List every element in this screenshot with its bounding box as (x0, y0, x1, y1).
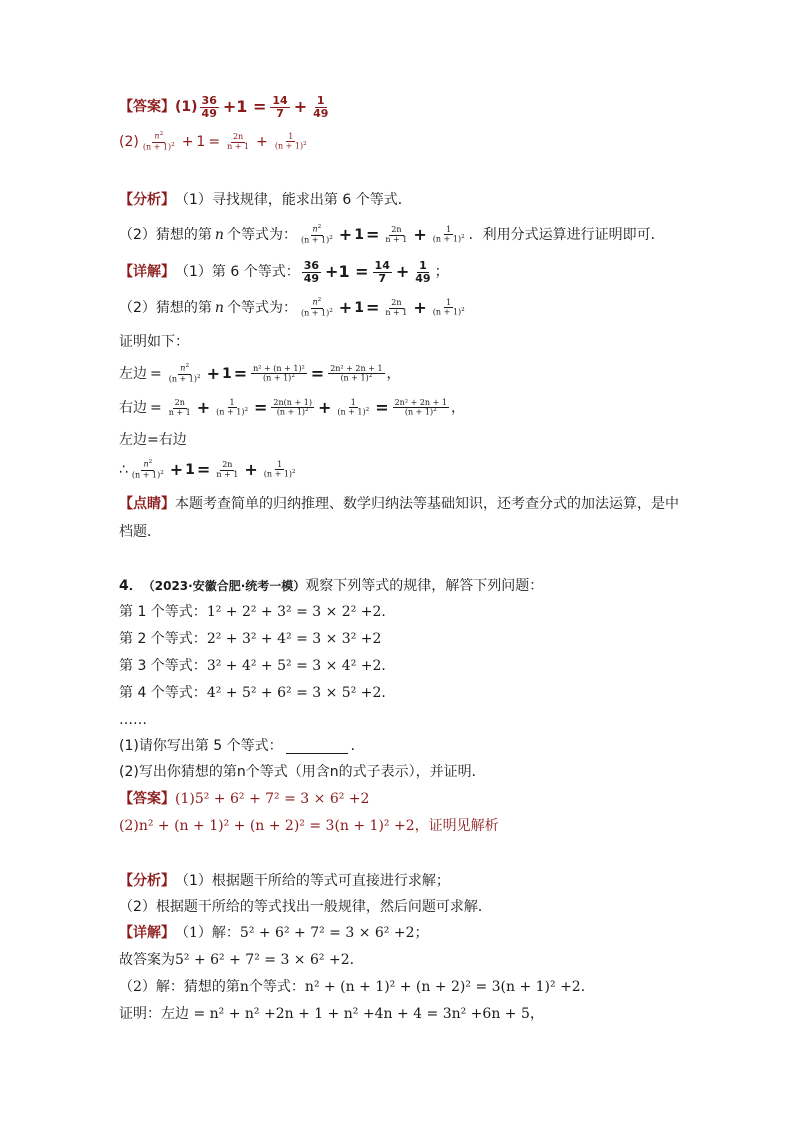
fraction: $\frac{2n}{n + 1}$ (168, 398, 191, 417)
fraction: $\frac{2n}{n + 1}$ (385, 225, 408, 244)
fraction: $\frac{14}{7}$ (272, 94, 288, 120)
q3-comment-line-1: 【点睛】 本题考查简单的归纳推理、数学归纳法等基础知识，还考查分式的加法运算，是中 (119, 496, 679, 512)
fraction: 36 49 (201, 94, 217, 120)
answer-label: (1) (175, 99, 198, 116)
fraction: $\frac{1}{49}$ (415, 259, 431, 285)
q4-detail-1: 【详解】 （1）解：5² + 6² + 7² = 3 × 6² +2； (119, 925, 429, 941)
fraction: $\frac{1}{(n + 1)^2}$ (216, 397, 249, 417)
q3-answer-line-2: (2) $n^2$ $(n + 1)^2$ + 1 = $\frac{2n}{n + 1}$ + $\frac{1}{(n + 1)^2}$ (119, 131, 307, 152)
fraction: $\frac{\text{n² + (n + 1)²}}{(n + 1)^2}$ (253, 363, 305, 383)
answer-label: (2) (119, 134, 139, 150)
q3-left-side: 左边 = $\frac{n^2}{(n + 1)^2}$ + 1 = $\frac{\text{n² + (n + 1)²}}{(n + 1)^2}$ = $\frac{\text{2n² + 2n + 1}}{(n + 1)^2}$ ， (119, 363, 401, 384)
q3-right-side: 右边 = $\frac{2n}{n + 1}$ + $\frac{1}{(n + 1)^2}$ = $\frac{2n(n + 1)}{(n + 1)^2}$ + $\frac{1}{(n + 1)^2}$ = $\frac{\text{2n² + 2n + 1}}{(n + 1)^2}$ ， (119, 397, 465, 417)
q3-detail-line-1: 【详解】 （1）第 6 个等式： 36 49 +1 = $\frac{14}{7}$ + $\frac{1}{49}$ ； (119, 259, 449, 285)
therefore-symbol: ∴ (119, 462, 128, 478)
q3-detail-line-2: （2）猜想的第 n 个等式为： $n^2$ $(n + 1)^2$ + 1 = $\frac{2n}{n + 1}$ + $\frac{1}{(n + 1)^2}$ (119, 297, 465, 318)
fraction: $\frac{1}{49}$ (313, 94, 329, 120)
q3-answer-line-1 (119, 95, 332, 119)
detail-tag: 【详解】 (119, 264, 175, 281)
question-source: （2023·安徽合肥·统考一模） (142, 579, 306, 593)
q4-question-2: (2)写出你猜想的第n个等式（用含n的式子表示），并证明． (119, 764, 486, 780)
q4-equation-3: 第 3 个等式： 3² + 4² + 5² = 3 × 4² +2． (119, 658, 396, 674)
q4-detail-1b: 故答案为5² + 6² + 7² = 3 × 6² +2． (119, 952, 364, 968)
q3-analysis-line-2: （2）猜想的第 n 个等式为： $n^2$ $(n + 1)^2$ + 1 = $\frac{2n}{n + 1}$ + $\frac{1}{(n + 1)^2}$ ．利用分式运算进行证明即可． (119, 224, 665, 245)
q4-analysis-1: 【分析】 （1）根据题干所给的等式可直接进行求解； (119, 873, 450, 889)
fraction: $\frac{1}{(n + 1)^2}$ (263, 459, 296, 479)
detail-tag: 【详解】 (119, 925, 175, 941)
q4-detail-3: 证明：左边 = n² + n² +2n + 1 + n² +4n + 4 = 3n² +6n + 5， (119, 1006, 544, 1022)
analysis-tag: 【分析】 (119, 192, 175, 208)
q3-comment-line-2: 档题． (119, 524, 161, 540)
fraction: $\frac{1}{(n + 1)^2}$ (274, 131, 307, 151)
fraction: $\frac{\text{2n² + 2n + 1}}{(n + 1)^2}$ (330, 363, 383, 383)
comment-tag: 【点睛】 (119, 496, 175, 512)
q3-proof-header: 证明如下： (119, 334, 189, 350)
fraction: $n^2$ $(n + 1)^2$ (300, 297, 333, 318)
analysis-tag: 【分析】 (119, 873, 175, 889)
operator: + (293, 97, 308, 117)
q4-detail-2: （2）解：猜想的第n个等式：n² + (n + 1)² + (n + 2)² = 3(n + 1)² +2． (119, 979, 595, 995)
fraction: $\frac{1}{(n + 1)^2}$ (432, 297, 465, 317)
fraction: $n^2$ $(n + 1)^2$ (300, 224, 333, 245)
fraction: $\frac{2n(n + 1)}{(n + 1)^2}$ (273, 397, 312, 417)
fraction: $\frac{1}{(n + 1)^2}$ (337, 397, 370, 417)
q4-equation-1: 第 1 个等式： 1² + 2² + 3² = 3 × 2² +2． (119, 604, 396, 620)
fraction: $\frac{2n}{n + 1}$ (385, 298, 408, 317)
q3-therefore: ∴ $n^2$ $(n + 1)^2$ + 1 = $\frac{2n}{n + 1}$ + $\frac{1}{(n + 1)^2}$ (119, 459, 296, 480)
q3-left-eq-right: 左边=右边 (119, 432, 187, 448)
q4-answer-1: 【答案】 (1)5² + 6² + 7² = 3 × 6² +2 (119, 791, 370, 807)
fraction: $\frac{n^2}{(n + 1)^2}$ (168, 363, 201, 384)
fraction: $n^2$ $(n + 1)^2$ (131, 459, 164, 480)
answer-blank (286, 739, 348, 754)
q4-analysis-2: （2）根据题干所给的等式找出一般规律，然后问题可求解． (119, 899, 492, 915)
q4-equation-4: 第 4 个等式： 4² + 5² + 6² = 3 × 5² +2． (119, 685, 396, 701)
fraction: $\frac{\text{2n² + 2n + 1}}{(n + 1)^2}$ (394, 397, 447, 417)
fraction: $\frac{14}{7}$ (374, 259, 390, 285)
q4-ellipsis: …… (119, 712, 147, 728)
q4-question-1: (1)请你写出第 5 个等式： ． (119, 738, 365, 754)
fraction: $n^2$ $(n + 1)^2$ (142, 131, 175, 152)
operator: +1 = (222, 97, 267, 117)
fraction: $\frac{2n}{n + 1}$ (227, 132, 250, 151)
fraction: $\frac{1}{(n + 1)^2}$ (432, 224, 465, 244)
q4-equation-2: 第 2 个等式： 2² + 3² + 4² = 3 × 3² +2 (119, 631, 382, 647)
fraction: $\frac{2n}{n + 1}$ (216, 460, 239, 479)
fraction: 36 49 (303, 259, 320, 285)
answer-tag: 【答案】 (119, 99, 175, 116)
answer-tag: 【答案】 (119, 791, 175, 807)
q4-header: 4． （2023·安徽合肥·统考一模） 观察下列等式的规律，解答下列问题： (119, 578, 544, 594)
q3-analysis-line-1: 【分析】 （1）寻找规律，能求出第 6 个等式． (119, 192, 412, 208)
q4-answer-2: (2)n² + (n + 1)² + (n + 2)² = 3(n + 1)² +2，证明见解析 (119, 818, 499, 834)
